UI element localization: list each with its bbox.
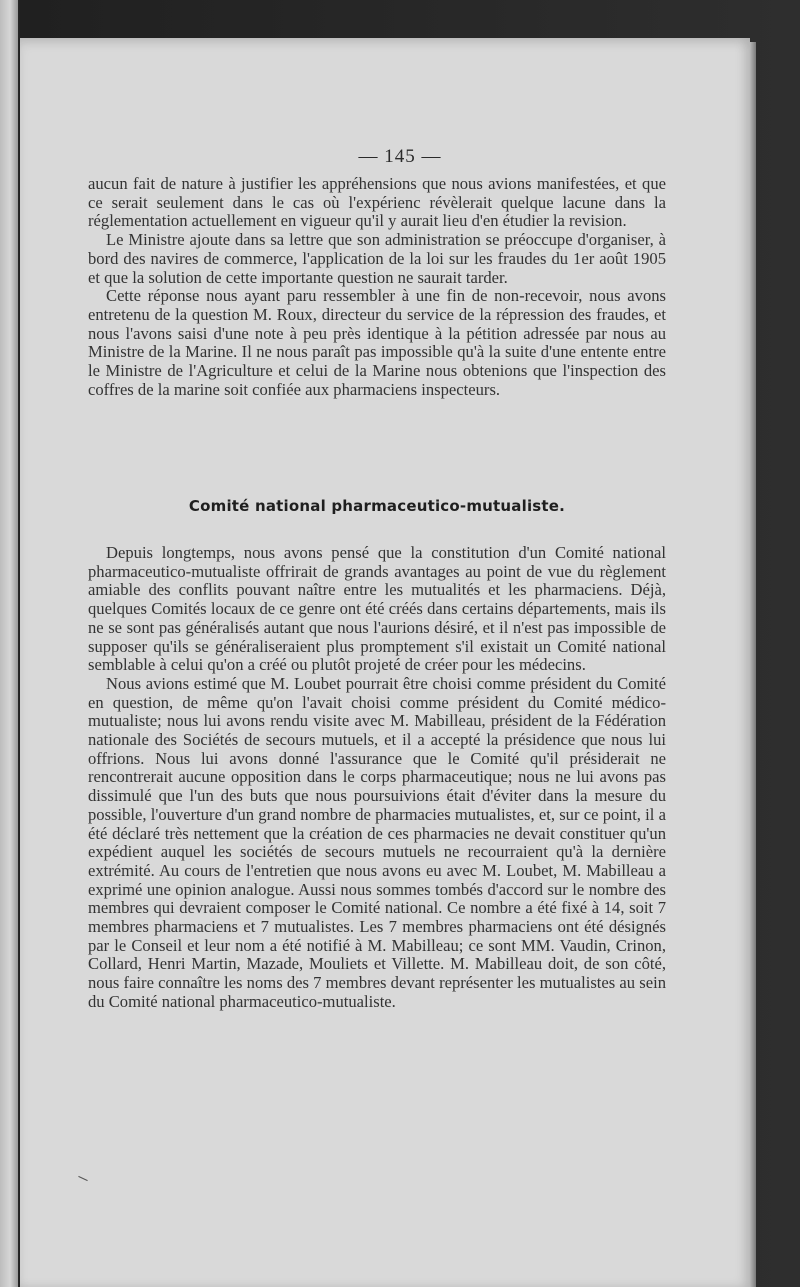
paragraph: Nous avions estimé que M. Loubet pourrait être choisi comme président du Comité en question, de même qu'on l'avait choisi comme président du Comité médico-mutualiste; nous lui avons rendu visite avec M. Mabilleau, président de la Fédération nationale des Sociétés de secours mutuels, et il a accepté la présidence que nous lui offrions. Nous lui avons donné l'assurance que le Comité qu'il présiderait ne rencontrerait aucune opposition dans le corps pharmaceutique; nous ne lui avons pas dissimulé que l'un des buts que nous poursuivions était d'éviter dans la mesure du possible, l'ouverture d'un grand nombre de pharmacies mutualistes, et, sur ce point, il a été déclaré très nettement que la création de ces pharmacies ne devait constituer qu'un expédient auquel les sociétés de secours mutuels ne recourraient qu'à la dernière extrémité. Au cours de l'entretien que nous avons eu avec M. Loubet, M. Mabilleau a exprimé une opinion analogue. Aussi nous sommes tombés d'accord sur le nombre des membres qui devraient composer le Comité national. Ce nombre a été fixé à 14, soit 7 membres pharmaciens et 7 mutualistes. Les 7 membres pharmaciens ont été désignés par le Conseil et leur nom a été notifié à M. Mabilleau; ce sont MM. Vaudin, Crinon, Collard, Henri Martin, Mazade, Mouliets et Villette. M. Mabilleau doit, de son côté, nous faire connaître les noms des 7 membres devant représenter les mutualistes au sein du Comité national pharmaceutico-mutualiste. [88, 673, 666, 1011]
section-body [88, 544, 666, 1012]
paragraph: aucun fait de nature à justifier les appréhensions que nous avions manifestées, et que ce serait seulement dans le cas où l'expérienc révèlerait quelque lacune dans la réglementation actuellement en vigueur qu'il y aurait lieu d'en étudier la revision. [88, 174, 666, 231]
paragraph: Le Ministre ajoute dans sa lettre que son administration se préoccupe d'organiser, à bord des navires de commerce, l'application de la loi sur les fraudes du 1er août 1905 et que la solution de cette importante question ne saurait tarder. [88, 230, 666, 287]
section-heading: Comité national pharmaceutico-mutualiste. [188, 497, 566, 515]
page-number: — 145 — [358, 146, 442, 167]
page-right-edge [750, 42, 756, 1287]
facing-page-edge [0, 0, 18, 1287]
intro-text [88, 175, 666, 399]
paragraph: Depuis longtemps, nous avons pensé que la constitution d'un Comité national pharmaceutico-mutualiste offrirait de grands avantages au point de vue du règlement amiable des conflits pouvant naître entre les mutualités et les pharmaciens. Déjà, quelques Comités locaux de ce genre ont été créés dans certains départements, mais ils ne se sont pas généralisés autant que nous l'aurions désiré, et il n'est pas impossible de supposer qu'ils se généraliseraient plus promptement s'il existait un Comité national semblable à celui qu'on a créé ou plutôt projeté de créer pour les médecins. [88, 543, 666, 675]
paragraph: Cette réponse nous ayant paru ressembler à une fin de non-recevoir, nous avons entretenu de la question M. Roux, directeur du service de la répression des fraudes, et nous l'avons saisi d'une note à peu près identique à la pétition adressée par nous au Ministre de la Marine. Il ne nous paraît pas impossible qu'à la suite d'une entente entre le Ministre de l'Agriculture et celui de la Marine nous obtenions que l'inspection des coffres de la marine soit confiée aux pharmaciens inspecteurs. [88, 286, 666, 399]
